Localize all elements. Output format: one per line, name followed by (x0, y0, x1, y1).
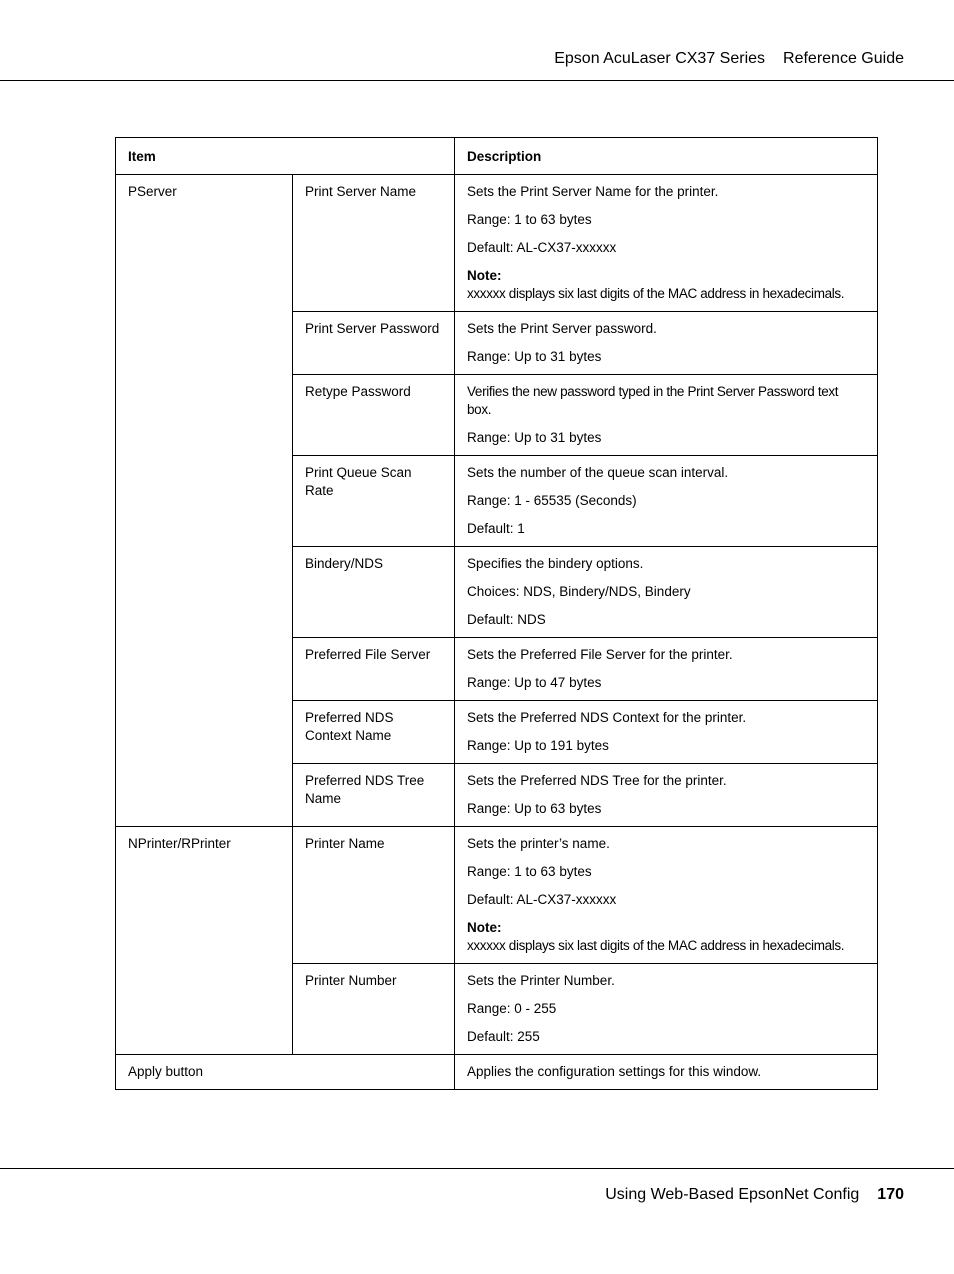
description-line: Verifies the new password typed in the Print Server Password text box. (467, 384, 839, 417)
description-cell (455, 827, 878, 964)
description-line: Sets the Preferred File Server for the printer. (467, 647, 733, 662)
item-cell: Print Server Password (293, 312, 455, 375)
description-line: Specifies the bindery options. (467, 556, 644, 571)
description-line: Range: Up to 191 bytes (467, 738, 609, 753)
description-line: Sets the Preferred NDS Tree for the printer. (467, 773, 727, 788)
table-row (116, 175, 878, 312)
item-cell: Preferred File Server (293, 638, 455, 701)
group-nprinter-rprinter: NPrinter/RPrinter (116, 827, 293, 1055)
note-label: Note: (467, 920, 502, 935)
description-cell (455, 701, 878, 764)
description-cell (455, 764, 878, 827)
footer-rule (0, 1168, 954, 1169)
guide-name: Reference Guide (783, 50, 904, 67)
description-cell: Applies the configuration settings for this window. (455, 1055, 878, 1090)
table-row (116, 1055, 878, 1090)
description-line: Range: 0 - 255 (467, 1001, 557, 1016)
description-line: Default: NDS (467, 612, 546, 627)
table-header-row (116, 138, 878, 175)
header-rule (0, 80, 954, 81)
note-label: Note: (467, 268, 502, 283)
item-cell: Bindery/NDS (293, 547, 455, 638)
description-line: Sets the Preferred NDS Context for the printer. (467, 710, 747, 725)
page-number: 170 (877, 1186, 904, 1203)
description-line: Default: 255 (467, 1029, 540, 1044)
description-line: Sets the Printer Number. (467, 973, 615, 988)
description-line: Range: Up to 63 bytes (467, 801, 602, 816)
description-line: Range: Up to 47 bytes (467, 675, 602, 690)
item-cell: Print Server Name (293, 175, 455, 312)
description-line: Sets the number of the queue scan interval. (467, 465, 729, 480)
page-header (554, 50, 904, 68)
table-row (116, 827, 878, 964)
product-name: Epson AcuLaser CX37 Series (554, 50, 766, 67)
item-apply-button: Apply button (116, 1055, 455, 1090)
description-line: Sets the Print Server Name for the printer. (467, 184, 719, 199)
section-title: Using Web-Based EpsonNet Config (605, 1186, 860, 1203)
note-block (467, 919, 865, 955)
note-text: xxxxxx displays six last digits of the MAC address in hexadecimals. (467, 938, 845, 953)
settings-table (115, 137, 878, 1090)
description-line: Default: 1 (467, 521, 525, 536)
header-description: Description (455, 138, 878, 175)
description-line: Sets the printer’s name. (467, 836, 610, 851)
description-line: Sets the Print Server password. (467, 321, 657, 336)
description-cell (455, 638, 878, 701)
page-footer (605, 1186, 904, 1204)
item-cell: Printer Number (293, 964, 455, 1055)
header-item: Item (116, 138, 455, 175)
description-line: Default: AL-CX37-xxxxxx (467, 892, 617, 907)
item-cell: Preferred NDS Tree Name (293, 764, 455, 827)
description-cell (455, 312, 878, 375)
item-cell: Preferred NDS Context Name (293, 701, 455, 764)
item-cell: Retype Password (293, 375, 455, 456)
description-cell (455, 456, 878, 547)
description-line: Default: AL-CX37-xxxxxx (467, 240, 617, 255)
description-cell (455, 547, 878, 638)
group-pserver: PServer (116, 175, 293, 827)
description-line: Range: 1 - 65535 (Seconds) (467, 493, 637, 508)
description-line: Range: 1 to 63 bytes (467, 212, 592, 227)
note-text: xxxxxx displays six last digits of the MAC address in hexadecimals. (467, 286, 845, 301)
description-cell (455, 964, 878, 1055)
description-cell (455, 375, 878, 456)
description-line: Choices: NDS, Bindery/NDS, Bindery (467, 584, 691, 599)
item-cell: Printer Name (293, 827, 455, 964)
item-cell: Print Queue Scan Rate (293, 456, 455, 547)
description-cell (455, 175, 878, 312)
description-line: Range: 1 to 63 bytes (467, 864, 592, 879)
description-line: Range: Up to 31 bytes (467, 430, 602, 445)
note-block (467, 267, 865, 303)
description-line: Range: Up to 31 bytes (467, 349, 602, 364)
